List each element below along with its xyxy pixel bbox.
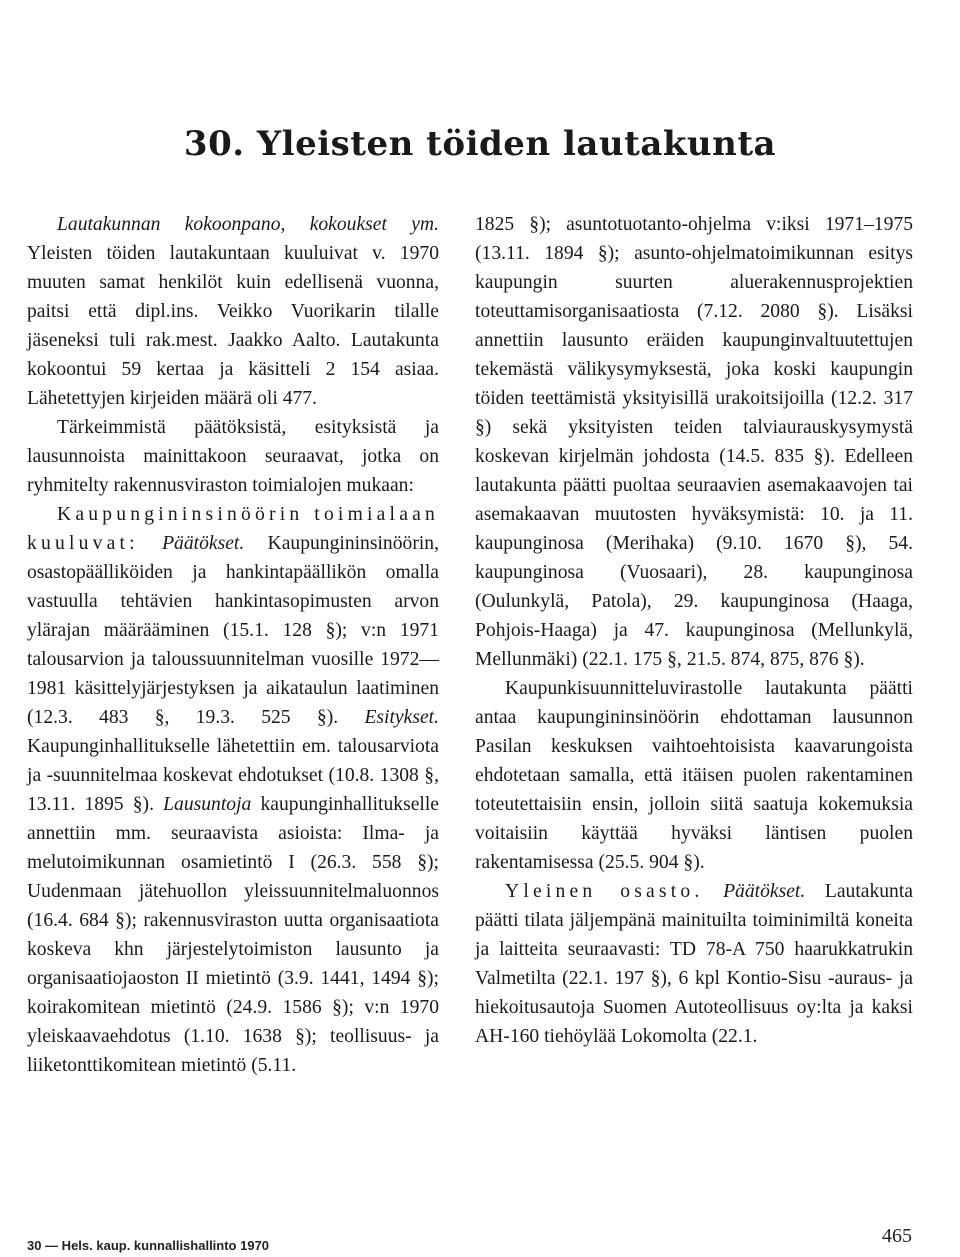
section-heading: Lautakunnan kokoonpano, kokoukset ym.: [57, 214, 439, 235]
paragraph-continued: 1825 §); asuntotuotanto-ohjelma v:iksi 1971–1975 (13.11. 1894 §); asunto-ohjelmatoimikunnan esitys kaupungin suurten aluerakennusprojektien toteuttamisorganisaatiosta (7.12. 2080 §). Lisäksi annettiin lausunto eräiden kaupunginvaltuutettujen tekemästä välikysymyksestä, joka koski kaupungin töiden teettämistä yksityisillä urakoitsijoilla (12.2. 317 §) sekä yksityisten teiden talviaurauskysymystä koskevan kirjelmän johdosta (14.5. 835 §). Edelleen lautakunta päätti puoltaa seuraavien asemakaavojen tai asemakaavan muutosten hyväksymistä: 10. ja 11. kaupunginosa (Merihaka) (9.10. 1670 §), 54. kaupunginosa (Vuosaari), 28. kaupunginosa (Oulunkylä, Patola), 29. kaupunginosa (Haaga, Pohjois-Haaga) ja 47. kaupunginosa (Mellunkylä, Mellunmäki) (22.1. 175 §, 21.5. 874, 875, 876 §).: [475, 214, 913, 670]
page-number: 465: [882, 1225, 912, 1247]
subheading-decisions: Päätökset.: [723, 881, 806, 902]
paragraph-composition: [27, 210, 439, 413]
paragraph-city-planning: Kaupunkisuunnitteluvirastolle lautakunta päätti antaa kaupungininsinöörin ehdottaman lausunnon Pasilan keskuksen vaihtoehtoisista kaavarungoista ehdotetaan samalla, että itäisen puolen rakentaminen toteutettaisiin ensin, jolloin siitä saatuja kokemuksia voitaisiin käyttää hyväksi läntisen puolen rakentamisessa (25.5. 904 §).: [475, 678, 913, 873]
subheading-proposals: Esitykset.: [364, 707, 439, 728]
paragraph-intro: Tärkeimmistä päätöksistä, esityksistä ja lausunnoista mainittakoon seuraavat, jotka on ryhmitelty rakennusviraston toimialojen mukaan:: [27, 417, 439, 496]
paragraph-general-department: [475, 877, 913, 1051]
paragraph-text: kaupunginhallitukselle annettiin mm. seuraavista asioista: Ilma- ja melutoimikunnan osamietintö I (26.3. 558 §); Uudenmaan jätehuollon yleissuunnitelmaluonnos (16.4. 684 §); rakennusviraston uutta organisaatiota koskeva khn järjestelytoimiston lausunto ja organisaatiojaoston II mietintö (3.9. 1441, 1494 §); koirakomitean mietintö (24.9. 1586 §); v:n 1970 yleiskaavaehdotus (1.10. 1638 §); teollisuus- ja liiketonttikomitean mietintö (5.11.: [27, 794, 439, 1076]
page-title: 30. Yleisten töiden lautakunta: [183, 124, 777, 164]
paragraph-text: Yleisten töiden lautakuntaan kuuluivat v. 1970 muuten samat henkilöt kuin edellisenä vuonna, paitsi että dipl.ins. Veikko Vuorikarin tilalle jäseneksi tuli rak.mest. Jaakko Aalto. Lautakunta kokoontui 59 kertaa ja käsitteli 2 154 asiaa. Lähetettyjen kirjeiden määrä oli 477.: [27, 243, 439, 409]
section-heading-spaced: Yleinen osasto.: [505, 881, 704, 902]
paragraph-text: Kaupungininsinöörin, osastopäälliköiden ja hankintapäällikön omalla vastuulla tehtävien hankintasopimusten arvon ylärajan määrääminen (15.1. 128 §); v:n 1971 talousarvion ja taloussuunnitelman vuosille 1972—1981 käsittelyjärjestyksen ja aikataulun laatiminen (12.3. 483 §, 19.3. 525 §).: [27, 533, 439, 728]
left-column: [27, 210, 439, 1080]
right-column: [475, 210, 913, 1051]
paragraph-text: Kaupunginhallitukselle lähetettiin em. talousarviota ja -suunnitelmaa koskevat ehdotukset (10.8. 1308 §, 13.11. 1895 §).: [27, 736, 439, 815]
subheading-decisions: Päätökset.: [162, 533, 245, 554]
subheading-statements: Lausuntoja: [163, 794, 252, 815]
running-footer: 30 — Hels. kaup. kunnallishallinto 1970: [27, 1238, 270, 1253]
paragraph-text: Lautakunta päätti tilata jäljempänä mainituilta toiminimiltä koneita ja laitteita seuraavasti: TD 78-A 750 haarukkatrukin Valmetilta (22.1. 197 §), 6 kpl Kontio-Sisu -auraus- ja hiekoitusautoja Suomen Autoteollisuus oy:lta ja kaksi AH-160 tiehöylää Lokomolta (22.1.: [475, 881, 913, 1047]
paragraph-city-engineer: [27, 500, 439, 1080]
section-heading-spaced: Kaupungininsinöörin toimialaan kuuluvat:: [27, 504, 439, 554]
